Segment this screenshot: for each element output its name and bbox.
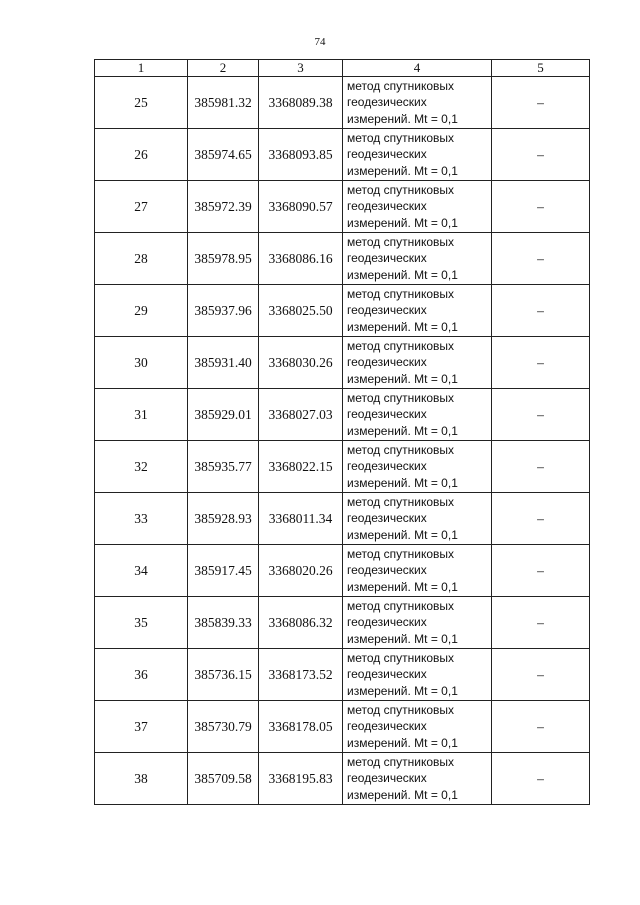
y-coordinate-cell: 3368030.26	[259, 337, 343, 389]
table-row	[95, 649, 590, 701]
method-line: метод спутниковых	[347, 234, 455, 249]
method-line: измерений. Mt = 0,1	[347, 267, 458, 282]
description-cell: –	[492, 597, 590, 649]
description-cell: –	[492, 77, 590, 129]
method-cell	[343, 337, 492, 389]
method-line: метод спутниковых	[347, 182, 455, 197]
method-cell	[343, 129, 492, 181]
table-row	[95, 181, 590, 233]
method-line: измерений. Mt = 0,1	[347, 163, 458, 178]
x-coordinate-cell: 385709.58	[188, 753, 259, 805]
method-line: геодезических	[347, 615, 427, 630]
table-row	[95, 597, 590, 649]
method-line: геодезических	[347, 251, 427, 266]
method-line: метод спутниковых	[347, 130, 455, 145]
method-line: метод спутниковых	[347, 286, 455, 301]
description-cell: –	[492, 701, 590, 753]
page-number: 74	[314, 36, 326, 48]
table-row	[95, 493, 590, 545]
table-header-row	[95, 60, 590, 77]
method-line: метод спутниковых	[347, 702, 455, 717]
description-cell: –	[492, 233, 590, 285]
method-line: измерений. Mt = 0,1	[347, 475, 458, 490]
y-coordinate-cell: 3368011.34	[259, 493, 343, 545]
method-line: измерений. Mt = 0,1	[347, 527, 458, 542]
x-coordinate-cell: 385935.77	[188, 441, 259, 493]
point-number-cell: 27	[95, 181, 188, 233]
x-coordinate-cell: 385937.96	[188, 285, 259, 337]
method-line: измерений. Mt = 0,1	[347, 683, 458, 698]
coordinates-table	[94, 59, 590, 805]
point-number-cell: 33	[95, 493, 188, 545]
point-number-cell: 31	[95, 389, 188, 441]
method-line: измерений. Mt = 0,1	[347, 579, 458, 594]
method-cell	[343, 285, 492, 337]
method-line: измерений. Mt = 0,1	[347, 631, 458, 646]
y-coordinate-cell: 3368027.03	[259, 389, 343, 441]
method-line: метод спутниковых	[347, 338, 455, 353]
description-cell: –	[492, 129, 590, 181]
table-row	[95, 129, 590, 181]
x-coordinate-cell: 385974.65	[188, 129, 259, 181]
column-header-2: 2	[188, 60, 259, 77]
method-line: измерений. Mt = 0,1	[347, 371, 458, 386]
method-line: метод спутниковых	[347, 442, 455, 457]
method-line: геодезических	[347, 719, 427, 734]
point-number-cell: 26	[95, 129, 188, 181]
x-coordinate-cell: 385730.79	[188, 701, 259, 753]
method-line: геодезических	[347, 511, 427, 526]
x-coordinate-cell: 385931.40	[188, 337, 259, 389]
point-number-cell: 35	[95, 597, 188, 649]
description-cell: –	[492, 441, 590, 493]
method-line: метод спутниковых	[347, 650, 455, 665]
method-cell	[343, 545, 492, 597]
method-line: геодезических	[347, 147, 427, 162]
table-row	[95, 753, 590, 805]
y-coordinate-cell: 3368086.16	[259, 233, 343, 285]
method-cell	[343, 649, 492, 701]
y-coordinate-cell: 3368086.32	[259, 597, 343, 649]
x-coordinate-cell: 385972.39	[188, 181, 259, 233]
method-line: геодезических	[347, 771, 427, 786]
x-coordinate-cell: 385839.33	[188, 597, 259, 649]
column-header-4: 4	[343, 60, 492, 77]
method-line: метод спутниковых	[347, 390, 455, 405]
method-line: измерений. Mt = 0,1	[347, 319, 458, 334]
method-line: геодезических	[347, 563, 427, 578]
table-row	[95, 233, 590, 285]
method-line: измерений. Mt = 0,1	[347, 111, 458, 126]
description-cell: –	[492, 285, 590, 337]
method-cell	[343, 753, 492, 805]
method-line: геодезических	[347, 303, 427, 318]
point-number-cell: 29	[95, 285, 188, 337]
table-body	[95, 77, 590, 805]
method-cell	[343, 77, 492, 129]
method-line: метод спутниковых	[347, 494, 455, 509]
column-header-3: 3	[259, 60, 343, 77]
table-row	[95, 545, 590, 597]
method-line: измерений. Mt = 0,1	[347, 787, 458, 802]
x-coordinate-cell: 385981.32	[188, 77, 259, 129]
point-number-cell: 36	[95, 649, 188, 701]
method-cell	[343, 701, 492, 753]
method-line: метод спутниковых	[347, 546, 455, 561]
table-row	[95, 389, 590, 441]
method-line: метод спутниковых	[347, 754, 455, 769]
method-cell	[343, 493, 492, 545]
point-number-cell: 37	[95, 701, 188, 753]
table-row	[95, 337, 590, 389]
y-coordinate-cell: 3368178.05	[259, 701, 343, 753]
y-coordinate-cell: 3368173.52	[259, 649, 343, 701]
description-cell: –	[492, 493, 590, 545]
method-line: метод спутниковых	[347, 78, 455, 93]
method-line: геодезических	[347, 459, 427, 474]
description-cell: –	[492, 649, 590, 701]
method-cell	[343, 389, 492, 441]
method-line: геодезических	[347, 667, 427, 682]
x-coordinate-cell: 385736.15	[188, 649, 259, 701]
method-line: геодезических	[347, 407, 427, 422]
table-row	[95, 701, 590, 753]
description-cell: –	[492, 545, 590, 597]
point-number-cell: 28	[95, 233, 188, 285]
description-cell: –	[492, 181, 590, 233]
column-header-5: 5	[492, 60, 590, 77]
method-line: измерений. Mt = 0,1	[347, 735, 458, 750]
table-row	[95, 441, 590, 493]
y-coordinate-cell: 3368020.26	[259, 545, 343, 597]
method-line: геодезических	[347, 95, 427, 110]
x-coordinate-cell: 385928.93	[188, 493, 259, 545]
method-line: метод спутниковых	[347, 598, 455, 613]
point-number-cell: 32	[95, 441, 188, 493]
description-cell: –	[492, 337, 590, 389]
description-cell: –	[492, 389, 590, 441]
y-coordinate-cell: 3368090.57	[259, 181, 343, 233]
method-cell	[343, 441, 492, 493]
x-coordinate-cell: 385917.45	[188, 545, 259, 597]
description-cell: –	[492, 753, 590, 805]
method-cell	[343, 597, 492, 649]
point-number-cell: 34	[95, 545, 188, 597]
point-number-cell: 38	[95, 753, 188, 805]
method-line: измерений. Mt = 0,1	[347, 423, 458, 438]
table-row	[95, 285, 590, 337]
y-coordinate-cell: 3368089.38	[259, 77, 343, 129]
x-coordinate-cell: 385978.95	[188, 233, 259, 285]
y-coordinate-cell: 3368022.15	[259, 441, 343, 493]
y-coordinate-cell: 3368093.85	[259, 129, 343, 181]
point-number-cell: 30	[95, 337, 188, 389]
method-cell	[343, 181, 492, 233]
method-cell	[343, 233, 492, 285]
method-line: геодезических	[347, 355, 427, 370]
y-coordinate-cell: 3368025.50	[259, 285, 343, 337]
point-number-cell: 25	[95, 77, 188, 129]
method-line: измерений. Mt = 0,1	[347, 215, 458, 230]
table-row	[95, 77, 590, 129]
column-header-1: 1	[95, 60, 188, 77]
y-coordinate-cell: 3368195.83	[259, 753, 343, 805]
method-line: геодезических	[347, 199, 427, 214]
x-coordinate-cell: 385929.01	[188, 389, 259, 441]
